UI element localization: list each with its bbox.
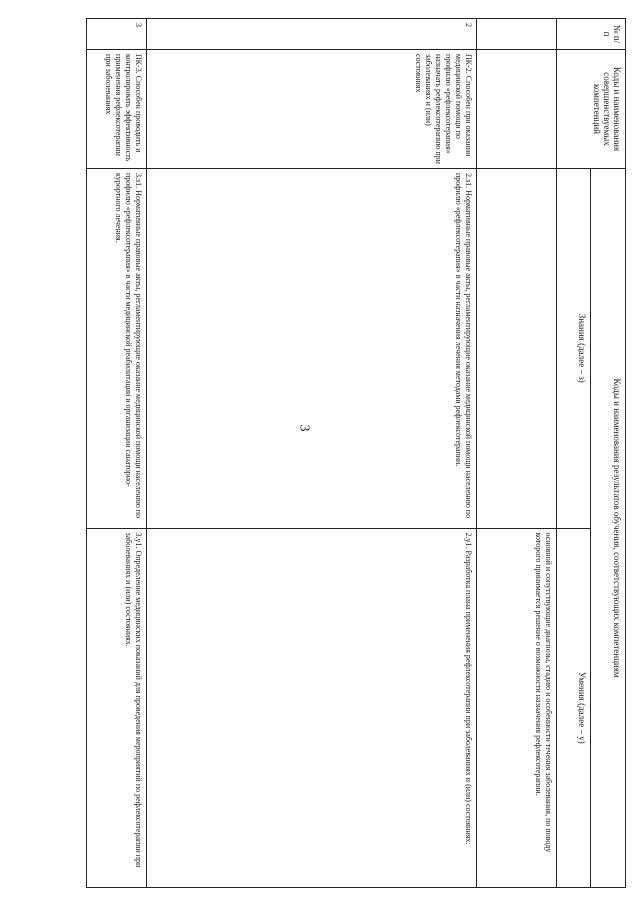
header-knowledge: Знания (далее – з) [557, 169, 592, 529]
table-row [147, 19, 477, 888]
cell-knowledge: 2.з1. Нормативные правовые акты, регламентирующие оказание медицинской помощи населению по профилю «рефлексотерапия» в части назначения лечения методами рефлексотерапии. [147, 169, 477, 529]
header-results: Коды и наименования результатов обучения, соответствующих компетенциям [591, 169, 626, 888]
cell-knowledge: 3.з1. Нормативные правовые акты, регламентирующие оказание медицинской помощи населению по профилю «рефлексотерапия» в части медицинской реабилитации и организации санаторно-курортного лечения. [87, 169, 147, 529]
table-row [477, 19, 557, 888]
cell-knowledge [477, 169, 557, 529]
header-row-1 [591, 19, 626, 888]
page-number: 3 [296, 424, 312, 432]
cell-no: 3 [87, 19, 147, 50]
table-row [87, 19, 147, 888]
cell-skills: 3.у1. Определение медицинских показаний для проведения мероприятий по рефлексотерапии при заболеваниях и (или) состояниях. [87, 528, 147, 888]
cell-code [477, 50, 557, 169]
competency-table-rotated [86, 18, 626, 888]
cell-code: ПК-2. Способен при оказании медицинской помощи по профилю «рефлексотерапия» назначать рефлексотерапию при заболеваниях и (или) состояниях [147, 50, 477, 169]
cell-code: ПК-3. Способен проводить и контролировать эффективность применения рефлексотерапии при заболеваниях [87, 50, 147, 169]
header-no: № п/п [557, 19, 626, 50]
cell-skills: 2.у1. Разработка плана применения рефлексотерапии при заболеваниях и (или) состояниях. [147, 528, 477, 888]
cell-no [477, 19, 557, 50]
competency-table [86, 18, 626, 888]
cell-no: 2 [147, 19, 477, 50]
header-codes: Коды и наименования совершенствуемых компетенций [557, 50, 626, 169]
header-skills: Умения (далее – у) [557, 528, 592, 888]
cell-skills: основной и сопутствующие диагнозы, стадию и особенности течения заболевания, по поводу которого принимается решение о возможности назначения рефлексотерапии. [477, 528, 557, 888]
